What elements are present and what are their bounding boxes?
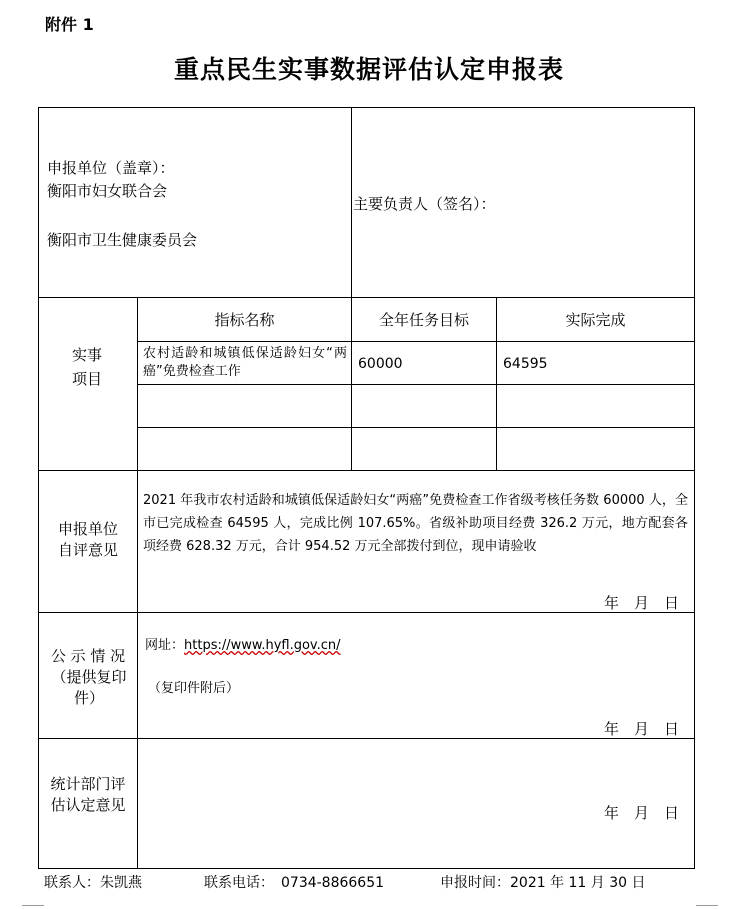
publicity-label: 公 示 情 况: [50, 647, 126, 665]
header-actual-completion: 实际完成: [565, 311, 626, 329]
publicity-sublabel: （提供复印件）: [51, 668, 127, 707]
project-section-label: 实事项目: [72, 346, 103, 388]
footer-report-time: 申报时间：2021 年 11 月 30 日: [440, 875, 646, 891]
self-evaluation-label: 申报单位自评意见: [57, 520, 118, 559]
page-corner-mark-right: [696, 905, 718, 906]
page-title: 重点民生实事数据评估认定申报表: [173, 55, 564, 84]
header-indicator-name: 指标名称: [214, 311, 275, 329]
publicity-note: （复印件附后）: [148, 681, 240, 696]
footer-phone: 联系电话： 0734-8866651: [204, 875, 385, 891]
publicity-url-prefix: 网址：: [145, 638, 185, 653]
self-evaluation-text: 2021 年我市农村适龄和城镇低保适龄妇女“两癌”免费检查工作省级考核任务数 60000 人，全市已完成检查 64595 人，完成比例 107.65%。省级补助项目经费 326.2 万元，地方配套各项经费 628.32 万元，合计 954.52 万元全部拨付到位，现申请验收: [143, 493, 688, 554]
footer-contact: 联系人：朱凯燕: [44, 875, 142, 891]
table-row-1-target: 60000: [358, 356, 403, 372]
applicant-org-2: 衡阳市卫生健康委员会: [47, 231, 198, 249]
statistics-date: 年 月 日: [604, 804, 680, 822]
header-annual-target: 全年任务目标: [378, 311, 469, 329]
table-row-1-name: 农村适龄和城镇低保适龄妇女“两癌”免费检查工作: [143, 346, 347, 379]
applicant-label: 申报单位（盖章）：: [47, 159, 175, 177]
responsible-person-label: 主要负责人（签名）：: [353, 195, 496, 213]
publicity-date: 年 月 日: [604, 720, 680, 738]
publicity-url-link[interactable]: https://www.hyfl.gov.cn/: [184, 638, 341, 653]
applicant-org-1: 衡阳市妇女联合会: [47, 182, 168, 200]
statistics-opinion-label: 统计部门评估认定意见: [50, 775, 126, 814]
page-corner-mark-left: [22, 905, 44, 906]
publicity-url-line: [145, 637, 341, 655]
table-row-1-actual: 64595: [503, 356, 548, 372]
self-evaluation-date: 年 月 日: [604, 594, 680, 612]
attachment-label: 附件 1: [45, 15, 94, 34]
